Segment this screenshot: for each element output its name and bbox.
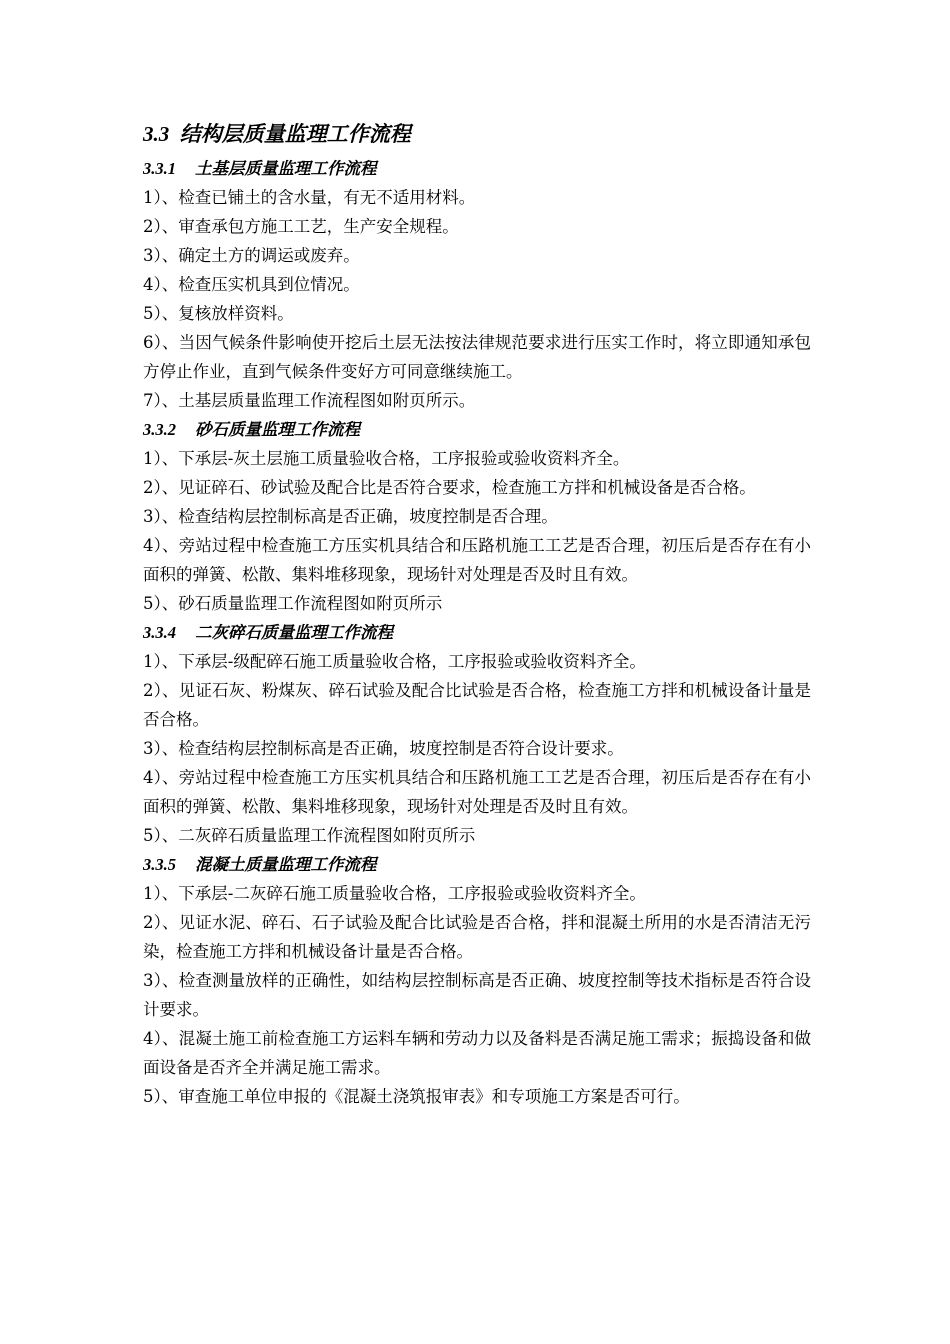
subsection-332: [143, 415, 811, 618]
document-body: [143, 118, 811, 1111]
list-item: 5）、二灰碎石质量监理工作流程图如附页所示: [143, 826, 476, 845]
subsection-title: 混凝土质量监理工作流程: [195, 855, 377, 874]
list-item: 4）、旁站过程中检查施工方压实机具结合和压路机施工工艺是否合理，初压后是否存在有小面积的弹簧、松散、集料堆移现象，现场针对处理是否及时且有效。: [143, 768, 811, 816]
subsection-number: 3.3.5: [143, 855, 176, 874]
subsection-title: 砂石质量监理工作流程: [195, 420, 360, 439]
list-item: 3）、检查结构层控制标高是否正确，坡度控制是否合理。: [143, 507, 558, 526]
list-item: 3）、检查结构层控制标高是否正确，坡度控制是否符合设计要求。: [143, 739, 624, 758]
subsection-title: 二灰碎石质量监理工作流程: [195, 623, 393, 642]
list-item: 3）、确定土方的调运或废弃。: [143, 246, 360, 265]
section-number: 3.3: [143, 122, 170, 146]
list-item: 7）、土基层质量监理工作流程图如附页所示。: [143, 391, 476, 410]
subsection-heading: [143, 850, 811, 879]
list-item: 1）、下承层-灰土层施工质量验收合格，工序报验或验收资料齐全。: [143, 449, 630, 468]
subsection-heading: [143, 415, 811, 444]
list-item: 3）、检查测量放样的正确性，如结构层控制标高是否正确、坡度控制等技术指标是否符合设计要求。: [143, 971, 811, 1019]
list-item: 4）、检查压实机具到位情况。: [143, 275, 360, 294]
list-item: 2）、见证碎石、砂试验及配合比是否符合要求，检查施工方拌和机械设备是否合格。: [143, 478, 756, 497]
list-item: 4）、旁站过程中检查施工方压实机具结合和压路机施工工艺是否合理，初压后是否存在有小面积的弹簧、松散、集料堆移现象，现场针对处理是否及时且有效。: [143, 536, 811, 584]
list-item: 5）、复核放样资料。: [143, 304, 294, 323]
subsection-331: [143, 154, 811, 415]
subsection-heading: [143, 618, 811, 647]
subsection-number: 3.3.4: [143, 623, 176, 642]
list-item: 5）、砂石质量监理工作流程图如附页所示: [143, 594, 443, 613]
list-item: 6）、当因气候条件影响使开挖后土层无法按法律规范要求进行压实工作时，将立即通知承包方停止作业，直到气候条件变好方可同意继续施工。: [143, 333, 811, 381]
list-item: 1）、下承层-二灰碎石施工质量验收合格，工序报验或验收资料齐全。: [143, 884, 646, 903]
section-title-text: 结构层质量监理工作流程: [179, 122, 411, 146]
list-item: 5）、审查施工单位申报的《混凝土浇筑报审表》和专项施工方案是否可行。: [143, 1087, 690, 1106]
list-item: 2）、审查承包方施工工艺，生产安全规程。: [143, 217, 459, 236]
list-item: 4）、混凝土施工前检查施工方运料车辆和劳动力以及备料是否满足施工需求；振捣设备和做面设备是否齐全并满足施工需求。: [143, 1029, 811, 1077]
subsection-number: 3.3.1: [143, 159, 176, 178]
list-item: 2）、见证水泥、碎石、石子试验及配合比试验是否合格，拌和混凝土所用的水是否清洁无污染，检查施工方拌和机械设备计量是否合格。: [143, 913, 811, 961]
subsection-title: 土基层质量监理工作流程: [195, 159, 377, 178]
subsection-heading: [143, 154, 811, 183]
list-item: 2）、见证石灰、粉煤灰、碎石试验及配合比试验是否合格，检查施工方拌和机械设备计量是否合格。: [143, 681, 811, 729]
list-item: 1）、下承层-级配碎石施工质量验收合格，工序报验或验收资料齐全。: [143, 652, 646, 671]
section-title: [143, 118, 811, 150]
subsection-number: 3.3.2: [143, 420, 176, 439]
list-item: 1）、检查已铺土的含水量，有无不适用材料。: [143, 188, 476, 207]
subsection-335: [143, 850, 811, 1111]
subsection-334: [143, 618, 811, 850]
